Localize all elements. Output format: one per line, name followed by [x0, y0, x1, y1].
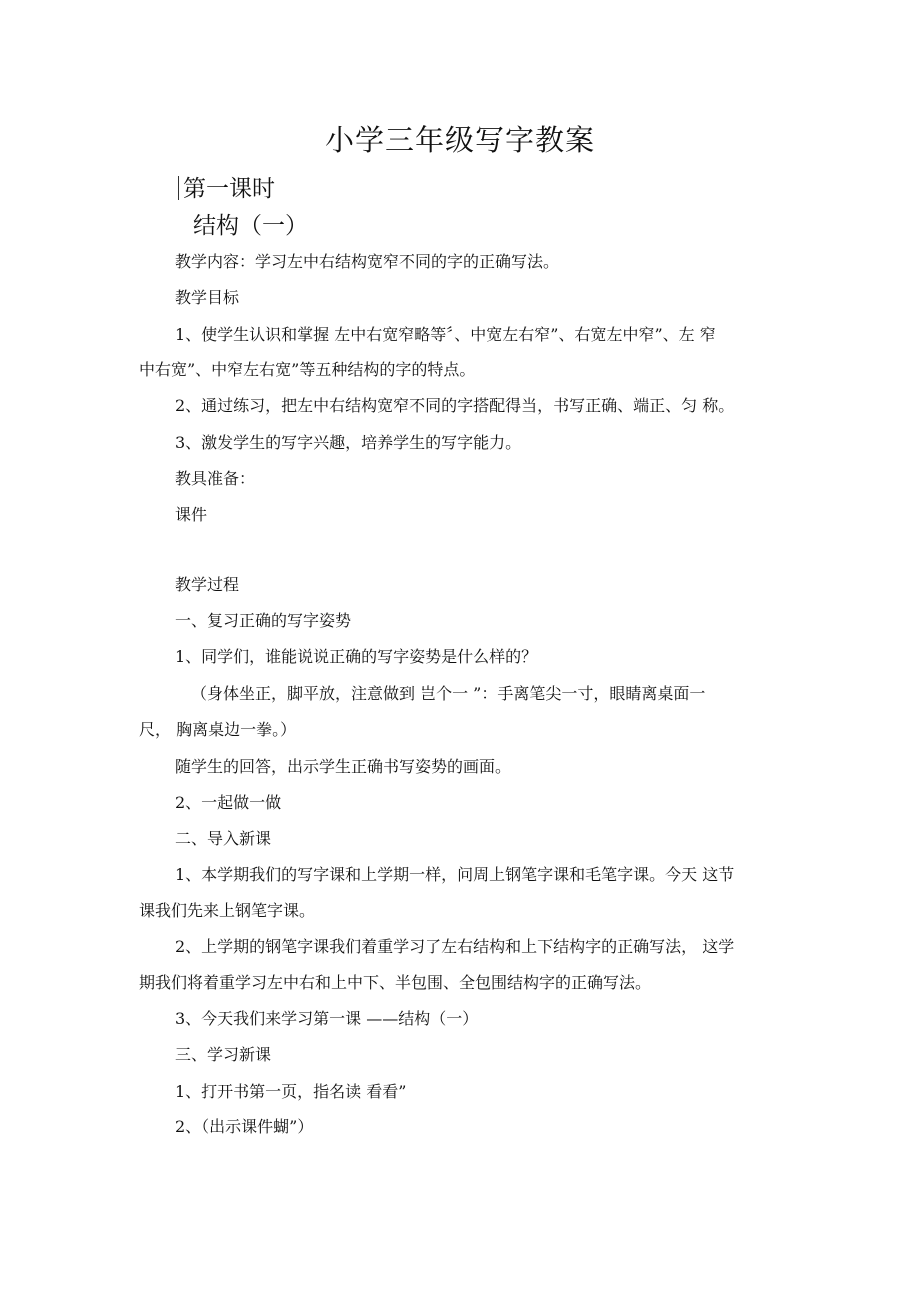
- text-line: 2、（出示课件蝴”）: [175, 1117, 314, 1136]
- text-line: 3、今天我们来学习第一课 ——结构（一）: [175, 1009, 479, 1028]
- text-line: 三、学习新课: [175, 1045, 272, 1064]
- text-line: 课件: [175, 505, 208, 524]
- text-line: 2、上学期的钢笔字课我们着重学习了左右结构和上下结构字的正确写法， 这学: [175, 937, 735, 956]
- text-line: 1、使学生认识和掌握 左中右宽窄略等〞、中宽左右窄”、右宽左中窄”、左 窄: [175, 325, 716, 344]
- text-line: 教具准备：: [175, 469, 256, 488]
- text-line: 2、一起做一做: [175, 793, 282, 812]
- text-line: 期我们将着重学习左中右和上中下、半包围、全包围结构字的正确写法。: [139, 973, 652, 992]
- lesson-heading-text: 第一课时: [183, 176, 275, 202]
- text-line: 2、通过练习，把左中右结构宽窄不同的字搭配得当，书写正确、端正、匀 称。: [175, 396, 735, 415]
- text-line: 课我们先来上钢笔字课。: [139, 901, 316, 920]
- document-title: 小学三年级写字教案: [324, 123, 595, 157]
- text-line: 随学生的回答，出示学生正确书写姿势的画面。: [175, 757, 512, 776]
- section-subtitle: 结构（一）: [193, 213, 308, 239]
- text-line: 一、复习正确的写字姿势: [175, 611, 352, 630]
- text-line: 1、同学们，谁能说说正确的写字姿势是什么样的？: [175, 647, 538, 666]
- text-line: 1、打开书第一页，指名读 看看”: [175, 1082, 407, 1101]
- text-line: 教学目标: [175, 288, 240, 307]
- text-line: 二、导入新课: [175, 829, 272, 848]
- text-line: （身体坐正，脚平放，注意做到 岂个一 ”：手离笔尖一寸，眼睛离桌面一: [191, 684, 706, 703]
- text-line: 尺， 胸离桌边一拳。）: [139, 720, 297, 739]
- cursor-bar: [178, 176, 179, 200]
- text-line: 3、激发学生的写字兴趣，培养学生的写字能力。: [175, 433, 522, 452]
- lesson-heading: [178, 170, 275, 203]
- text-line: 教学过程: [175, 575, 240, 594]
- text-line: 1、本学期我们的写字课和上学期一样，问周上钢笔字课和毛笔字课。今天 这节: [175, 865, 735, 884]
- text-line: 中右宽”、中窄左右宽”等五种结构的字的特点。: [139, 360, 476, 379]
- text-line: 教学内容：学习左中右结构宽窄不同的字的正确写法。: [175, 252, 560, 271]
